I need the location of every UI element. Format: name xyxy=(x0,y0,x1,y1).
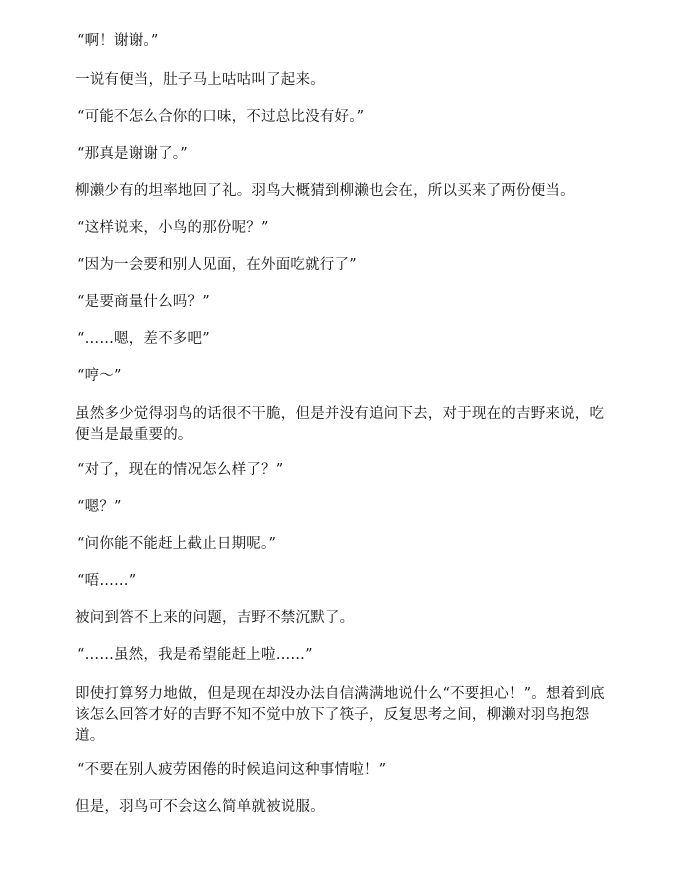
paragraph-8: “是要商量什么吗？” xyxy=(77,294,210,310)
paragraph-11: 虽然多少觉得羽鸟的话很不干脆，但是并没有追问下去，对于现在的吉野来说，吃便当是最重要的。 xyxy=(75,406,605,443)
paragraph-14: “问你能不能赶上截止日期呢。” xyxy=(77,536,277,552)
paragraph-15: “唔……” xyxy=(77,573,137,589)
paragraph-16: 被问到答不上来的问题，吉野不禁沉默了。 xyxy=(75,610,355,626)
paragraph-1: “啊！谢谢。” xyxy=(77,33,159,49)
paragraph-18: 即使打算努力地做，但是现在却没办法自信满满地说什么“不要担心！”。想着到底该怎么回答才好的吉野不知不觉中放下了筷子，反复思考之间，柳濑对羽鸟抱怨道。 xyxy=(75,686,605,744)
paragraph-7: “因为一会要和别人见面，在外面吃就行了” xyxy=(77,257,357,273)
paragraph-9: “……嗯，差不多吧” xyxy=(77,331,210,347)
paragraph-13: “嗯？” xyxy=(77,499,122,515)
paragraph-3: “可能不怎么合你的口味，不过总比没有好。” xyxy=(77,109,365,125)
paragraph-10: “哼～” xyxy=(77,368,122,384)
paragraph-6: “这样说来，小鸟的那份呢？” xyxy=(77,220,269,236)
paragraph-5: 柳濑少有的坦率地回了礼。羽鸟大概猜到柳濑也会在，所以买来了两份便当。 xyxy=(75,183,575,199)
paragraph-19: “不要在别人疲劳困倦的时候追问这种事情啦！” xyxy=(77,762,387,778)
paragraph-4: “那真是谢谢了。” xyxy=(77,146,188,162)
paragraph-2: 一说有便当，肚子马上咕咕叫了起来。 xyxy=(75,72,325,88)
paragraph-17: “……虽然，我是希望能赶上啦……” xyxy=(77,647,313,663)
paragraph-12: “对了，现在的情况怎么样了？” xyxy=(77,462,284,478)
paragraph-20: 但是，羽鸟可不会这么简单就被说服。 xyxy=(75,799,325,815)
